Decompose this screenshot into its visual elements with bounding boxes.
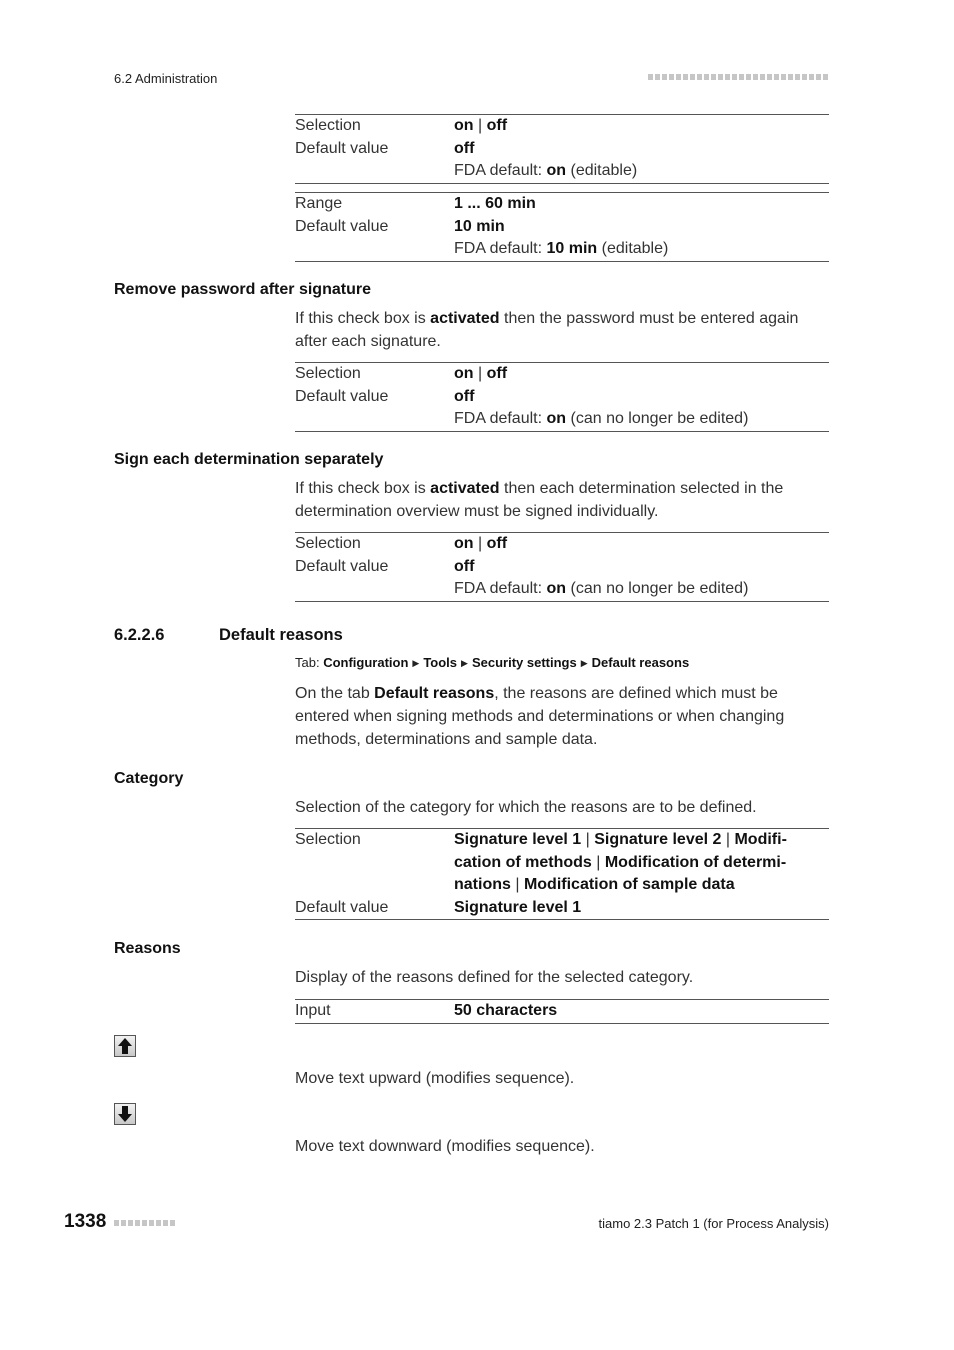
emphasis: activated (430, 480, 500, 497)
option-on: on (454, 365, 474, 382)
category-heading: Category (114, 770, 184, 787)
option: Modification of determi- (604, 853, 787, 871)
option: Signature level 1 (454, 831, 582, 848)
default-row (295, 216, 829, 239)
fda-row (295, 578, 829, 601)
sign-each-table (295, 532, 829, 602)
running-header: 6.2 Administration (114, 71, 218, 86)
move-up-button[interactable] (114, 1035, 136, 1057)
remove-password-heading: Remove password after signature (114, 281, 371, 298)
header-decoration (648, 74, 830, 80)
input-label: Input (295, 1002, 331, 1019)
move-down-button[interactable] (114, 1103, 136, 1125)
separator: | (585, 831, 590, 848)
sign-each-description (295, 477, 829, 523)
chapter-title: Default reasons (219, 626, 343, 644)
option: Signature level 2 (594, 831, 722, 848)
text: then each determination selected in the determination overview must be signed individually. (295, 480, 784, 520)
text: , the reasons are defined which must be entered when signing methods and determinations or when changing methods, determinations and sample data. (295, 685, 785, 748)
text: On the tab (295, 685, 375, 702)
fda-prefix: FDA default: (454, 410, 547, 427)
arrow-right-icon: ▶ (461, 658, 468, 668)
fda-value: on (546, 410, 567, 427)
range-row (295, 193, 829, 216)
default-label: Default value (295, 898, 389, 916)
default-value: off (454, 139, 475, 157)
emphasis: activated (430, 310, 500, 327)
selection-row (295, 115, 829, 138)
fda-value: on (546, 162, 567, 179)
emphasis: Default reasons (374, 685, 495, 702)
default-label: Default value (295, 217, 389, 235)
option-off: off (486, 117, 508, 134)
parameter-table-1 (295, 114, 829, 184)
footer-product: tiamo 2.3 Patch 1 (for Process Analysis) (598, 1216, 829, 1231)
fda-suffix: (can no longer be edited) (566, 410, 749, 427)
range-value: 1 ... 60 min (454, 195, 536, 212)
text: If this check box is (295, 480, 431, 497)
path-item: Security settings (471, 655, 577, 670)
option: Modifi- (734, 831, 787, 848)
tab-prefix: Tab: (295, 655, 324, 670)
fda-prefix: FDA default: (454, 240, 547, 257)
arrow-down-icon (115, 1104, 135, 1124)
path-item: Tools (423, 655, 458, 670)
move-down-description: Move text downward (modifies sequence). (295, 1138, 595, 1155)
fda-row (295, 238, 829, 261)
chapter-intro (295, 682, 829, 751)
separator: | (478, 365, 483, 382)
path-item: Configuration (323, 655, 409, 670)
default-label: Default value (295, 557, 389, 575)
separator: | (478, 117, 483, 134)
move-up-description: Move text upward (modifies sequence). (295, 1070, 575, 1087)
default-value: off (454, 387, 475, 405)
arrow-up-icon (115, 1036, 135, 1056)
option: cation of methods (454, 853, 592, 871)
input-value: 50 characters (454, 1002, 558, 1019)
text: If this check box is (295, 310, 431, 327)
input-row (295, 1000, 829, 1023)
default-value: Signature level 1 (454, 898, 582, 916)
option-on: on (454, 535, 474, 552)
default-label: Default value (295, 387, 389, 405)
chapter-number: 6.2.2.6 (114, 626, 165, 644)
fda-prefix: FDA default: (454, 580, 547, 597)
category-description: Selection of the category for which the reasons are to be defined. (295, 799, 757, 816)
footer-decoration (114, 1220, 177, 1226)
selection-label: Selection (295, 117, 361, 134)
option: nations (454, 876, 511, 893)
arrow-right-icon: ▶ (580, 658, 588, 668)
reasons-description: Display of the reasons defined for the selected category. (295, 969, 694, 986)
separator: | (478, 535, 483, 552)
default-row (295, 556, 829, 579)
parameter-table-2 (295, 192, 829, 262)
sign-each-heading: Sign each determination separately (114, 451, 384, 468)
fda-suffix: (editable) (566, 162, 638, 179)
default-value: 10 min (454, 217, 505, 235)
fda-value: 10 min (546, 240, 598, 257)
default-row (295, 897, 829, 920)
default-label: Default value (295, 139, 389, 157)
selection-row (295, 829, 829, 897)
separator: | (725, 831, 731, 848)
path-item: Default reasons (591, 655, 690, 670)
reasons-table (295, 999, 829, 1024)
separator: | (515, 876, 520, 893)
default-row (295, 138, 829, 161)
arrow-right-icon: ▶ (412, 658, 420, 668)
fda-row (295, 160, 829, 183)
selection-label: Selection (295, 831, 361, 848)
selection-row (295, 533, 829, 556)
selection-label: Selection (295, 365, 361, 382)
reasons-heading: Reasons (114, 940, 181, 957)
fda-row (295, 408, 829, 431)
text: then the password must be entered again after each signature. (295, 310, 799, 350)
remove-password-description (295, 307, 829, 353)
fda-suffix: (can no longer be edited) (566, 580, 749, 597)
option-off: off (486, 535, 508, 552)
separator: | (596, 853, 601, 871)
tab-path (295, 655, 689, 670)
fda-value: on (546, 580, 567, 597)
category-table (295, 828, 829, 920)
option: Modification of sample data (523, 876, 735, 893)
default-value: off (454, 557, 475, 575)
fda-prefix: FDA default: (454, 162, 547, 179)
page-number: 1338 (64, 1211, 107, 1232)
default-row (295, 386, 829, 409)
selection-row (295, 363, 829, 386)
fda-suffix: (editable) (597, 240, 669, 257)
range-label: Range (295, 195, 343, 212)
selection-label: Selection (295, 535, 361, 552)
option-off: off (486, 365, 508, 382)
option-on: on (454, 117, 474, 134)
remove-password-table (295, 362, 829, 432)
